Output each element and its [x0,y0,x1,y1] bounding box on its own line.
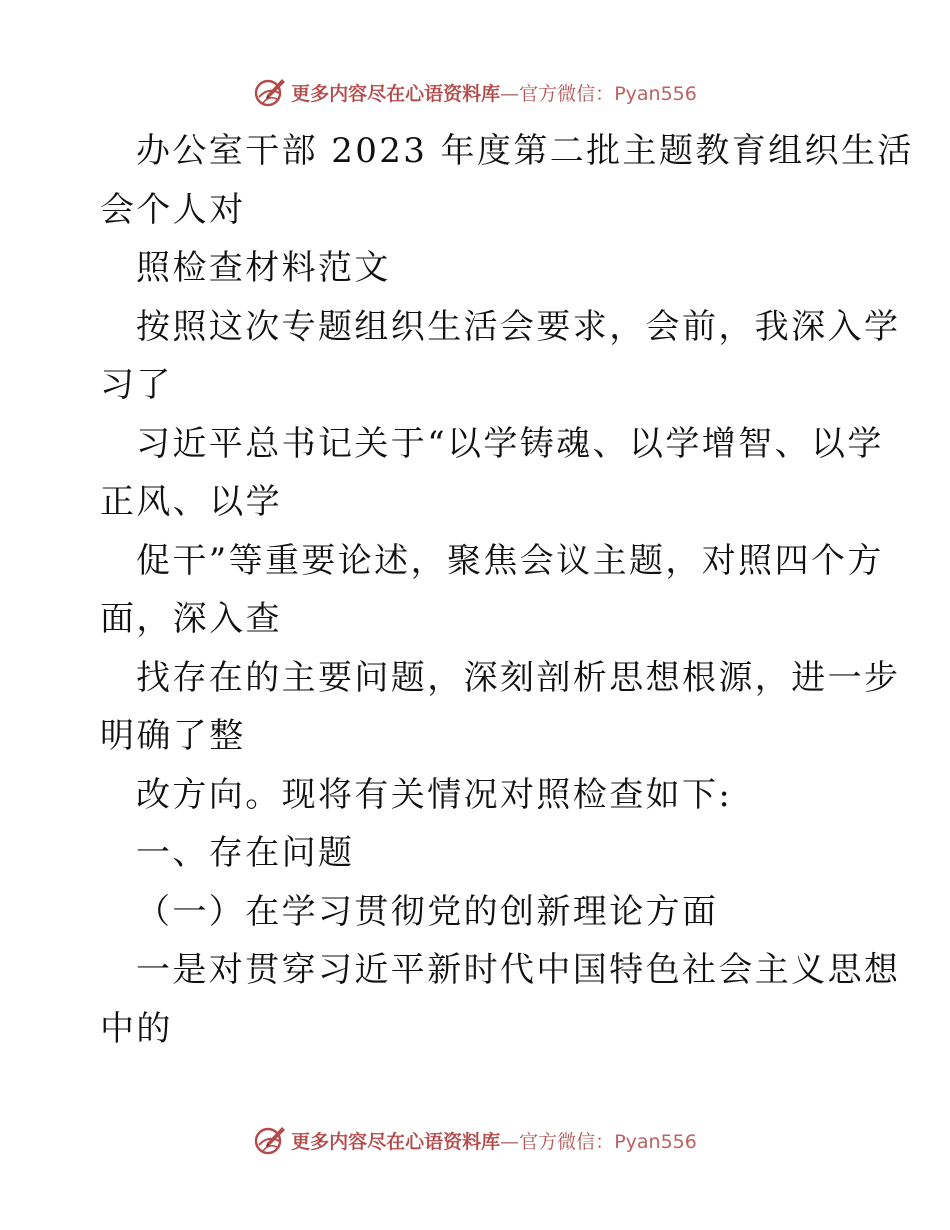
watermark-title: 更多内容尽在心语资料库 [291,82,501,105]
watermark-title: 更多内容尽在心语资料库 [291,1130,501,1153]
text-line: 找存在的主要问题，深刻剖析思想根源，进一步 [136,657,901,698]
text-line: 习了 [100,365,173,405]
watermark-wechat-label: 官方微信： [519,1130,615,1153]
watermark-separator: — [500,82,520,105]
text-line: 习近平总书记关于“以学铸魂、以学增智、以学 [136,423,884,464]
text-line: 正风、以学 [100,482,282,522]
text-line: 会个人对 [100,189,246,230]
text-line: 照检查材料范文 [136,248,391,288]
document-body [100,122,914,1058]
footer-watermark [0,1120,950,1160]
text-line: 办公室干部 2023 年度第二批主题教育组织生活 [136,131,914,171]
text-line: 中的 [100,1008,173,1049]
text-line: 一是对贯穿习近平新时代中国特色社会主义思想 [136,950,901,990]
text-line: 改方向。现将有关情况对照检查如下: [136,774,733,815]
text-line: 按照这次专题组织生活会要求，会前，我深入学 [136,306,901,347]
watermark-wechat-id: Pyan556 [614,1130,697,1153]
header-watermark [0,72,950,112]
pen-globe-logo-icon [253,1123,287,1157]
watermark-separator: — [500,1130,520,1153]
section-heading: 一、存在问题 [136,833,355,873]
text-line: 面，深入查 [100,599,282,639]
subsection-heading: （一）在学习贯彻党的创新理论方面 [136,891,719,932]
watermark-wechat-id: Pyan556 [614,82,697,105]
text-line: 明确了整 [100,716,246,756]
watermark-wechat-label: 官方微信： [519,82,615,105]
text-line: 促干”等重要论述，聚焦会议主题，对照四个方 [136,540,884,581]
pen-globe-logo-icon [253,75,287,109]
